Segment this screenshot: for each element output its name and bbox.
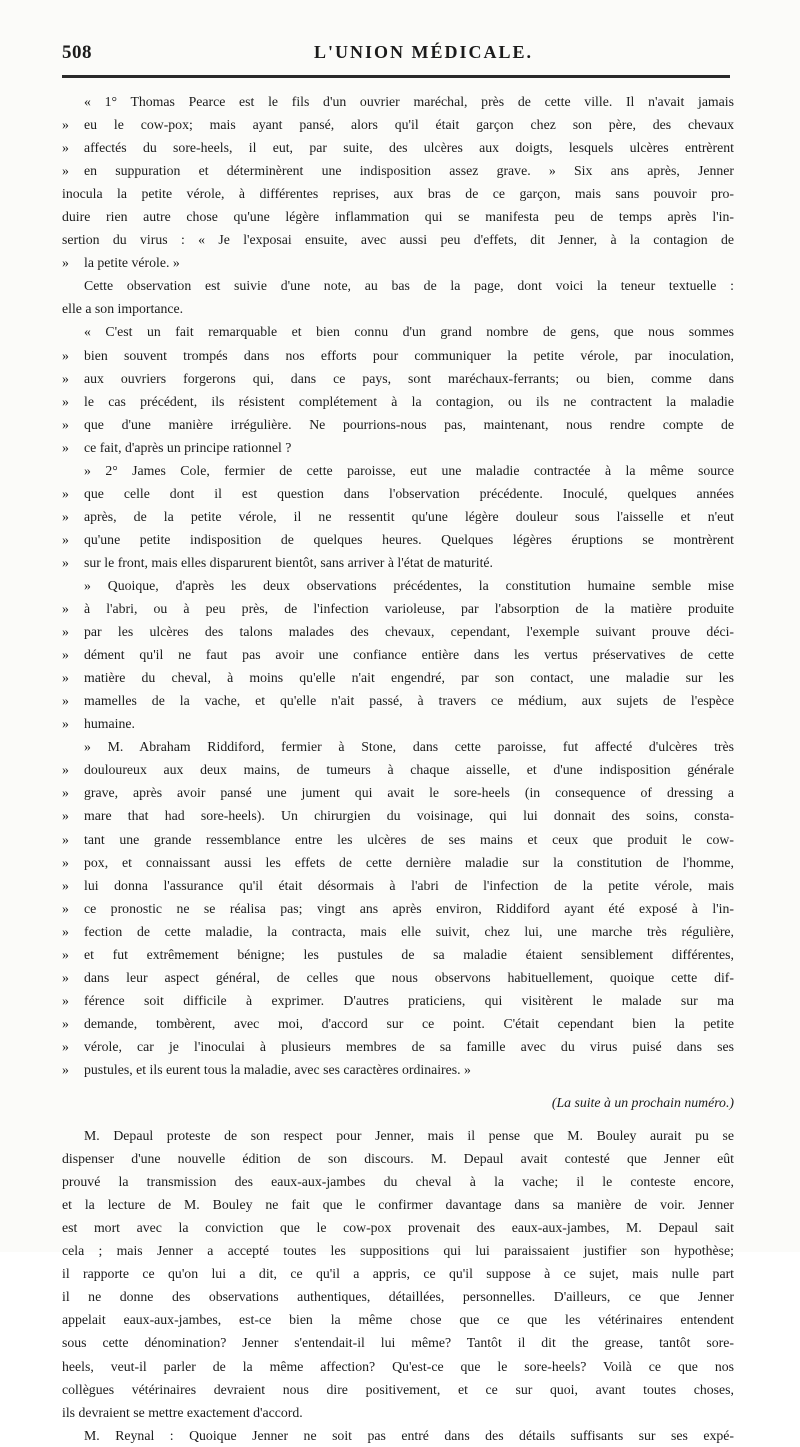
paragraph-gap [62,1114,734,1124]
quote-mark: » [62,347,69,363]
line-text: ce pronostic ne se réalisa pas; vingt ans après environ, Riddiford ayant été exposé à l'in- [84,900,734,916]
quote-mark: » [62,992,69,1008]
text-line [62,781,734,804]
line-text: que d'une manière irrégulière. Ne pourrions-nous pas, maintenant, nous rendre compte de [84,416,734,432]
line-text: sur le front, mais elles disparurent bientôt, sans arriver à l'état de maturité. [84,554,493,570]
text-line [62,320,734,343]
text-line [62,828,734,851]
text-line [62,136,734,159]
text-line [62,251,734,274]
text-line [62,1424,734,1447]
quote-mark: » [62,1015,69,1031]
text-line [62,436,734,459]
line-text: férence soit difficile à exprimer. D'autres praticiens, qui visitèrent le malade sur ma [84,992,734,1008]
line-text: mare that had sore-heels). Un chirurgien du voisinage, qui lui donnait des soins, consta- [84,808,734,824]
text-line [62,90,734,113]
line-text: il ne donne des observations authentiques, détaillées, personnelles. D'ailleurs, ce que Jenner [62,1289,734,1305]
line-text: » Quoique, d'après les deux observations précédentes, la constitution humaine semble mise [84,577,734,593]
quote-mark: » [62,370,69,386]
text-line [62,205,734,228]
quote-mark: » [62,647,69,663]
text-line [62,1378,734,1401]
text-line [62,1308,734,1331]
text-line [62,874,734,897]
line-text: en suppuration et déterminèrent une indisposition assez grave. » Six ans après, Jenner [84,163,734,179]
line-text: M. Depaul proteste de son respect pour Jenner, mais il pense que M. Bouley aurait pu se [84,1128,734,1144]
text-line [62,182,734,205]
quote-mark: » [62,693,69,709]
line-text: ils devraient se mettre exactement d'accord. [62,1404,303,1420]
text-line [62,1035,734,1058]
line-text: il rapporte ce qu'on lui a dit, ce qu'il a appris, ce qu'il suppose à ce sujet, mais nulle part [62,1266,734,1282]
text-line [62,1193,734,1216]
line-text: demande, tombèrent, avec moi, d'accord sur ce point. C'était cependant bien la petite [84,1015,734,1031]
line-text: qu'une petite indisposition de quelques heures. Quelques légères éruptions se montrèrent [84,531,734,547]
line-text: par les ulcères des talons malades des chevaux, cependant, l'exemple suivant prouve déci- [84,624,734,640]
line-text: aux ouvriers forgerons qui, dans ce pays, sont maréchaux-ferrants; ou bien, comme dans [84,370,734,386]
quote-mark: » [62,808,69,824]
text-line [62,1058,734,1081]
text-line [62,1285,734,1308]
text-line [62,505,734,528]
line-text: dispenser d'une nouvelle édition de son discours. M. Depaul avait contesté que Jenner eût [62,1151,734,1167]
text-line [62,1331,734,1354]
text-line [62,390,734,413]
quote-mark: » [62,163,69,179]
line-text: que celle dont il est question dans l'observation précédente. Inoculé, quelques années [84,485,734,501]
line-text: la petite vérole. » [84,255,180,271]
text-line [62,1147,734,1170]
text-line [62,482,734,505]
line-text: collègues vétérinaires devraient nous dire positivement, et ce sur quoi, avant toutes choses, [62,1381,734,1397]
quote-mark: » [62,508,69,524]
quote-mark: » [62,762,69,778]
line-text: lui donna l'assurance qu'il était désormais à l'abri de l'infection de la petite vérole, mais [84,877,734,893]
page-header [62,36,732,66]
running-head: L'UNION MÉDICALE. [314,42,534,62]
line-text: dément qu'il ne faut pas avoir une confiance entière dans les vertus préservatives de cette [84,647,734,663]
quote-mark: » [62,670,69,686]
quote-mark: » [62,601,69,617]
quote-mark: » [62,1061,69,1077]
text-line [62,758,734,781]
text-line [62,1216,734,1239]
line-text: « C'est un fait remarquable et bien connu d'un grand nombre de gens, que nous sommes [84,324,734,340]
line-text: prouvé la transmission des eaux-aux-jambes du cheval à la vache; il le conteste encore, [62,1174,734,1190]
line-text: après, de la petite vérole, il ne ressentit qu'une légère douleur sous l'aisselle et n'eut [84,508,734,524]
quote-mark: » [62,393,69,409]
text-line [62,344,734,367]
line-text: ce fait, d'après un principe rationnel ? [84,439,292,455]
quote-mark: » [62,877,69,893]
quote-mark: » [62,716,69,732]
line-text: duire rien autre chose qu'une légère inflammation qui se manifesta peu de temps après l'in- [62,209,734,225]
line-text: Cette observation est suivie d'une note, au bas de la page, dont voici la teneur textuelle : [84,278,734,294]
text-line [62,1262,734,1285]
text-line [62,851,734,874]
text-line [62,228,734,251]
quote-mark: » [62,531,69,547]
line-text: grave, après avoir pansé une jument qui avait le sore-heels (in consequence of dressing a [84,785,734,801]
line-text: appelait eaux-aux-jambes, est-ce bien la même chose que ce que les vétérinaires entendent [62,1312,734,1328]
text-line [62,528,734,551]
text-line [62,643,734,666]
quote-mark: » [62,416,69,432]
line-text: inocula la petite vérole, à différentes reprises, aux bras de ce garçon, mais sans pouvoir pro- [62,186,734,202]
line-text: sous cette dénomination? Jenner s'entendait-il lui même? Tantôt il dit the grease, tantôt sore- [62,1335,734,1351]
quote-mark: » [62,554,69,570]
line-text: fection de cette maladie, la contracta, mais elle suivit, chez lui, une marche très régulière, [84,923,734,939]
body-text [62,90,734,1447]
line-text: bien souvent trompés dans nos efforts pour communiquer la petite vérole, par inoculation, [84,347,734,363]
text-line [62,804,734,827]
text-line [62,597,734,620]
text-line [62,1091,734,1114]
text-line [62,1170,734,1193]
line-text: et la lecture de M. Bouley ne fait que le confirmer davantage dans sa manière de voir. Jenner [62,1197,734,1213]
quote-mark: » [62,785,69,801]
quote-mark: » [62,255,69,271]
line-text: pustules, et ils eurent tous la maladie, avec ses caractères ordinaires. » [84,1061,471,1077]
text-line [62,620,734,643]
text-line [62,1355,734,1378]
line-text: pox, et connaissant aussi les effets de cette dernière maladie sur la constitution de l'homme, [84,854,734,870]
line-text: elle a son importance. [62,301,184,317]
text-line [62,689,734,712]
text-line [62,367,734,390]
line-text: est mort avec la conviction que le cow-pox provenait des eaux-aux-jambes, M. Depaul sait [62,1220,734,1236]
text-line [62,1401,734,1424]
text-line [62,297,734,320]
quote-mark: » [62,117,69,133]
line-text: » M. Abraham Riddiford, fermier à Stone, dans cette paroisse, fut affecté d'ulcères très [84,739,734,755]
line-text: humaine. [84,716,135,732]
page-number: 508 [62,42,92,63]
text-line [62,897,734,920]
line-text: le cas précédent, ils résistent complétement à la contagion, ou ils ne contractent la maladie [84,393,734,409]
quote-mark: » [62,969,69,985]
text-line [62,989,734,1012]
line-text: « 1° Thomas Pearce est le fils d'un ouvrier maréchal, près de cette ville. Il n'avait jamais [84,94,734,109]
quote-mark: » [62,140,69,156]
line-text: à l'abri, ou à peu près, de l'infection varioleuse, par l'absorption de la matière produite [84,601,734,617]
line-text: tant une grande ressemblance entre les ulcères de ses mains et ceux que produit le cow- [84,831,734,847]
quote-mark: » [62,923,69,939]
text-line [62,1124,734,1147]
text-line [62,1239,734,1262]
quote-mark: » [62,854,69,870]
text-line [62,666,734,689]
text-line [62,966,734,989]
quote-mark: » [62,946,69,962]
line-text: et fut extrêmement bénigne; les pustules de sa maladie étaient sensiblement différentes, [84,946,734,962]
line-text: douloureux aux deux mains, de tumeurs à chaque aisselle, et d'une indisposition générale [84,762,734,778]
text-line [62,113,734,136]
text-line [62,159,734,182]
line-text: » 2° James Cole, fermier de cette paroisse, eut une maladie contractée à la même source [84,462,734,478]
line-text: M. Reynal : Quoique Jenner ne soit pas entré dans des détails suffisants sur ses expé- [84,1427,734,1443]
text-line [62,712,734,735]
quote-mark: » [62,485,69,501]
line-text: eu le cow-pox; mais ayant pansé, alors qu'il était garçon chez son père, des chevaux [84,117,734,133]
text-line [62,735,734,758]
quote-mark: » [62,1038,69,1054]
text-line [62,459,734,482]
text-line [62,943,734,966]
line-text: matière du cheval, à moins qu'elle n'ait engendré, par son contact, une maladie sur les [84,670,734,686]
line-text: heels, veut-il parler de la même affection? Qu'est-ce que le sore-heels? Voilà ce que nos [62,1358,734,1374]
line-text: sertion du virus : « Je l'exposai ensuite, avec aussi peu d'effets, dit Jenner, à la contagion de [62,232,734,248]
text-line [62,551,734,574]
paragraph-gap [62,1081,734,1091]
header-rule [62,75,730,78]
line-text: (La suite à un prochain numéro.) [551,1095,734,1111]
line-text: vérole, car je l'inoculai à plusieurs membres de sa famille avec du virus puisé dans ses [84,1038,734,1054]
text-line [62,920,734,943]
line-text: mamelles de la vache, et qu'elle n'ait passé, à travers ce médium, aux sujets de l'espèce [84,693,734,709]
line-text: affectés du sore-heels, il eut, par suite, des ulcères aux doigts, lesquels ulcères entrèrent [84,140,734,156]
quote-mark: » [62,831,69,847]
quote-mark: » [62,624,69,640]
text-line [62,574,734,597]
quote-mark: » [62,900,69,916]
quote-mark: » [62,439,69,455]
text-line [62,274,734,297]
line-text: dans leur aspect général, de celles que nous observons habituellement, quoique cette dif- [84,969,734,985]
text-line [62,1012,734,1035]
line-text: cela ; mais Jenner a accepté toutes les suppositions qui lui paraissaient justifier son hypothèse; [62,1243,734,1259]
text-line [62,413,734,436]
